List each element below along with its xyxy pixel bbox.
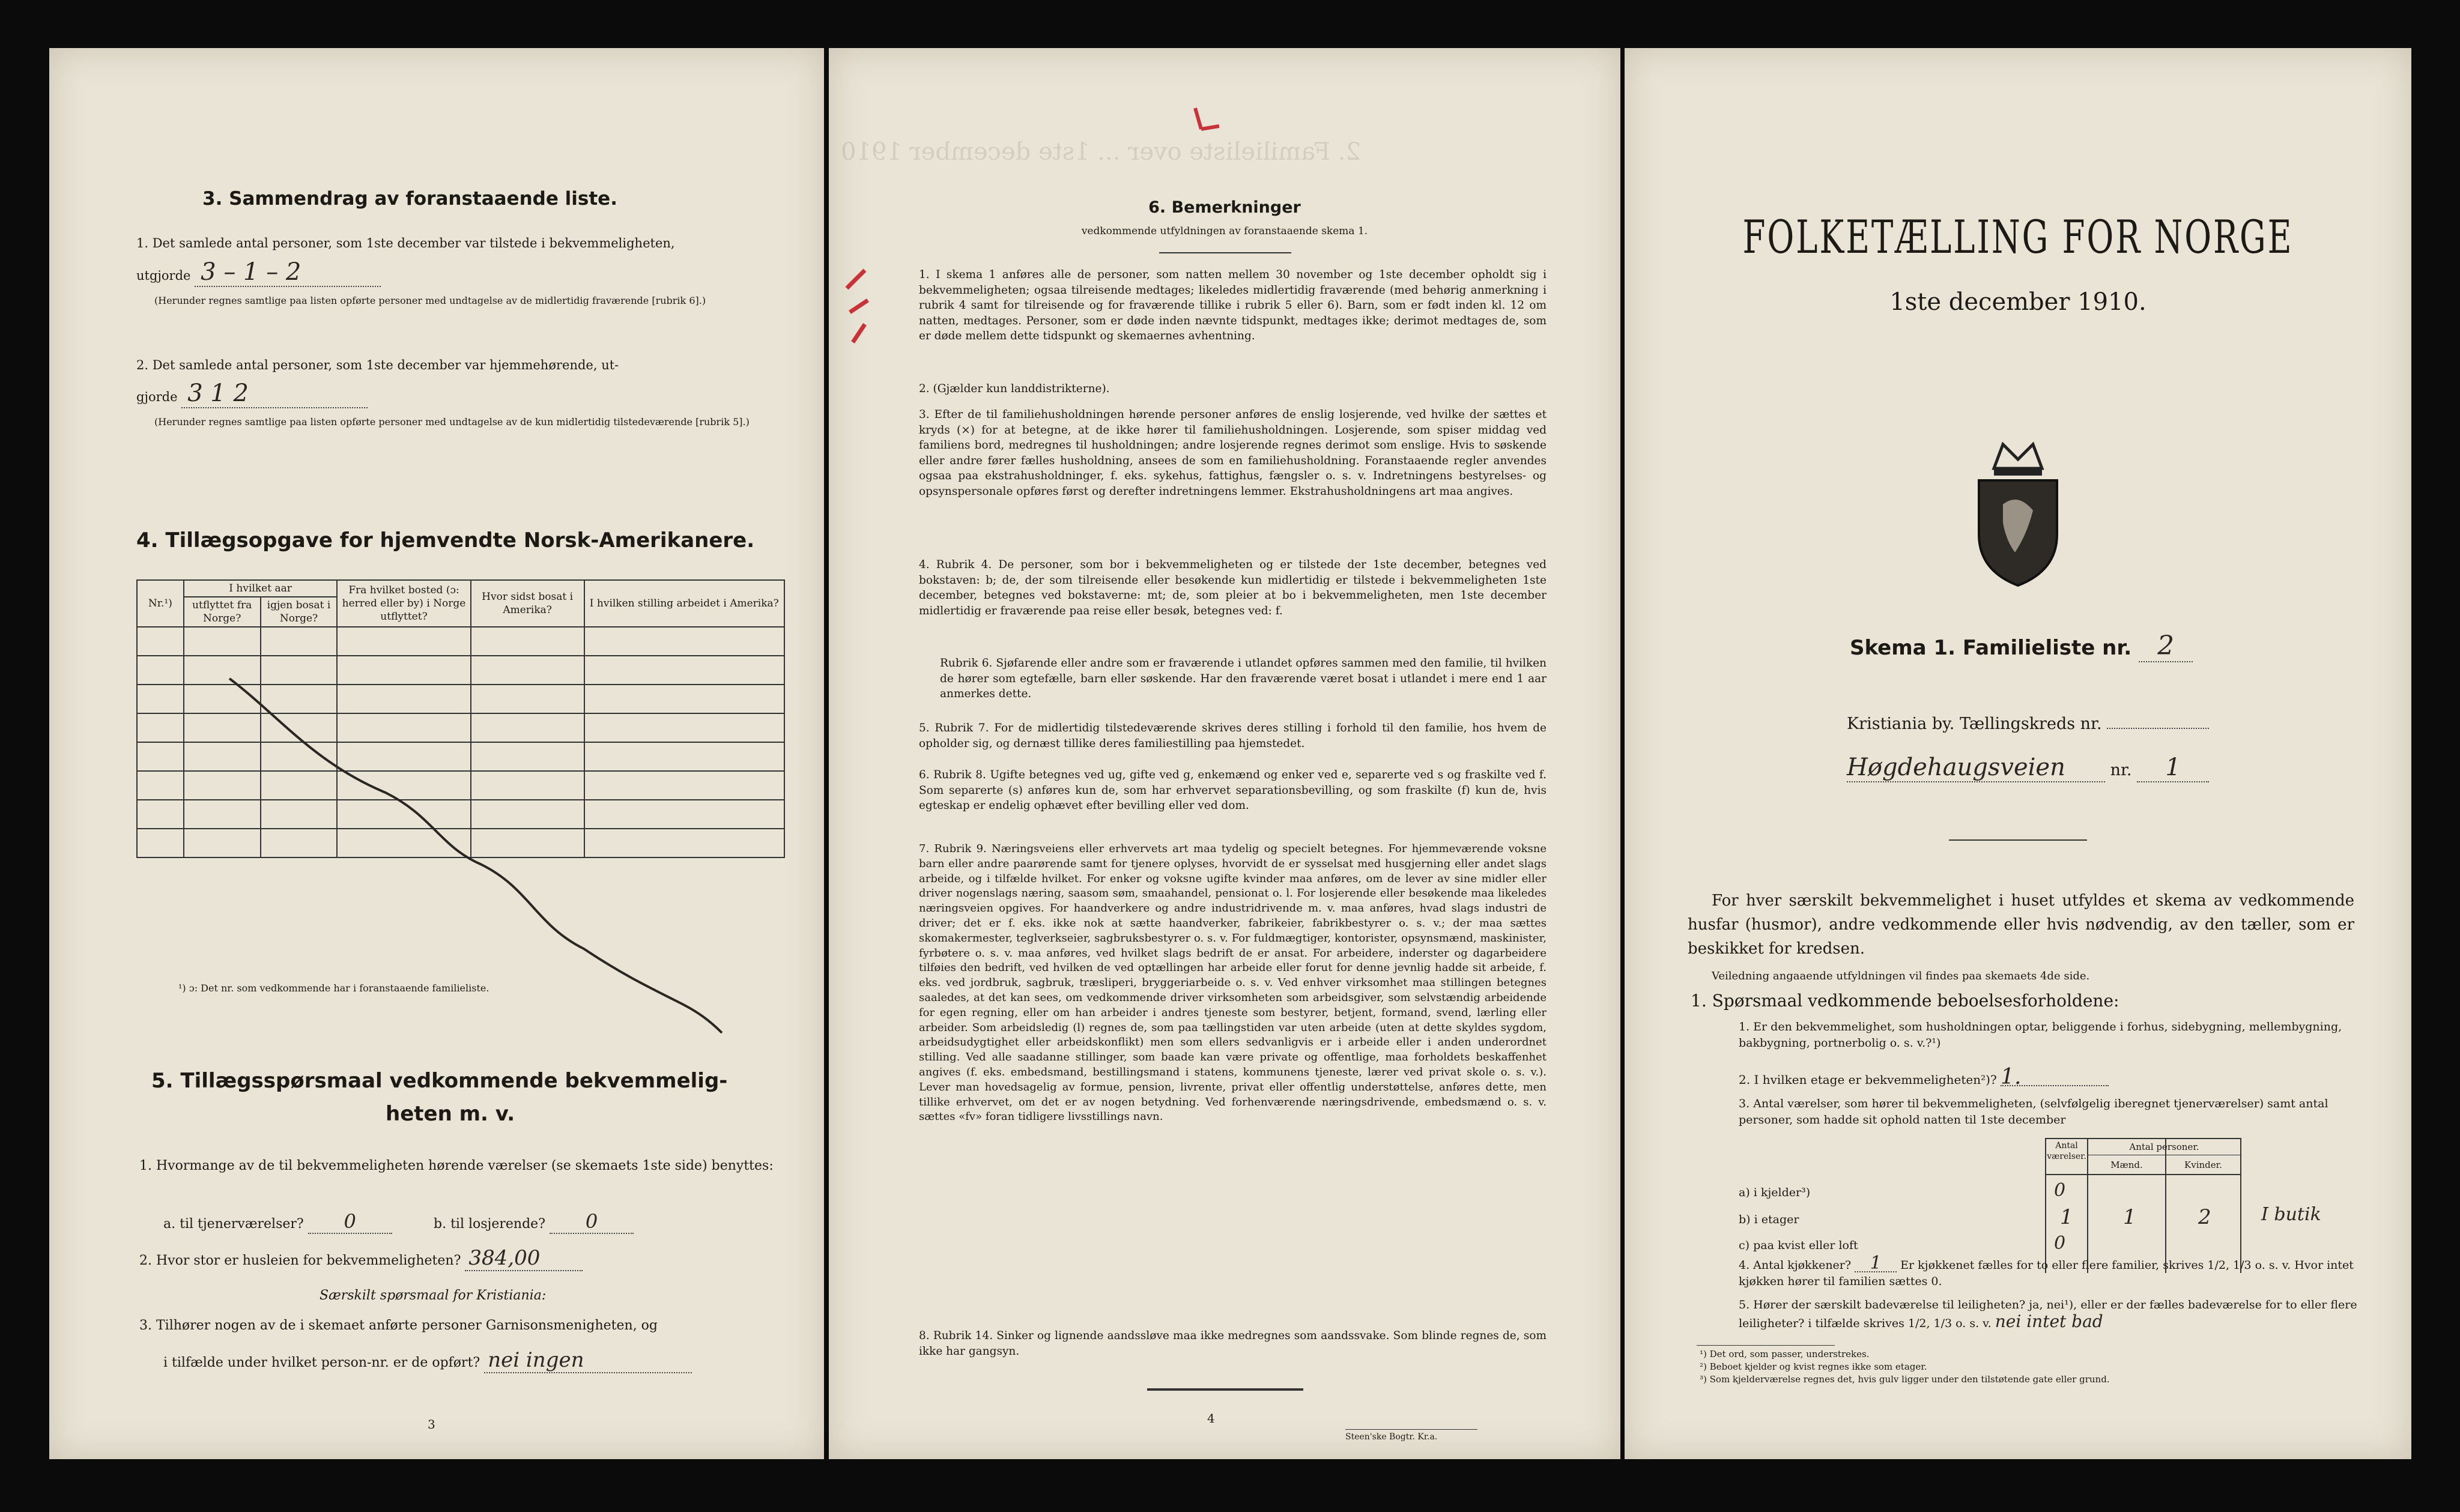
page-middle	[829, 48, 1620, 1459]
city-line: Kristiania by. Tællingskreds nr.	[1847, 715, 2102, 733]
rooms-persons-table	[1739, 1138, 2339, 1273]
q4-label: 4. Antal kjøkkener?	[1739, 1259, 1852, 1272]
col-group-year: I hvilket aar	[184, 580, 338, 597]
s3-q2-note: (Herunder regnes samtlige paa listen opførte personer med undtagelse av de kun midlertidig tilstedeværende [rubrik 5].)	[154, 416, 750, 428]
row-floors-label: b) i etager	[1739, 1213, 1799, 1226]
q4-value[interactable]: 1	[1855, 1255, 1897, 1272]
bemerkninger-title: 6. Bemerkninger	[1148, 198, 1301, 217]
page-left	[49, 48, 824, 1459]
remark-2: 2. (Gjælder kun landdistrikterne).	[919, 383, 1110, 395]
s5-q1a-value[interactable]: 0	[308, 1210, 392, 1234]
q2-label: 2. I hvilken etage er bekvemmeligheten²)?	[1739, 1072, 1997, 1087]
row-floors-rooms[interactable]: 1	[2060, 1205, 2073, 1229]
col-position: I hvilken stilling arbeidet i Amerika?	[584, 580, 784, 627]
s5-q1a-row	[163, 1210, 392, 1234]
s5-q3-row	[163, 1348, 692, 1373]
intro-text: For hver særskilt bekvemmelighet i huset utfyldes et skema av vedkommende husfar (husmor), andre vedkommende eller hvis nødvendig, av den tæller, som er beskikket for kredsen.	[1688, 892, 2354, 958]
section-5-title-2: heten m. v.	[386, 1102, 515, 1126]
s3-question-1: 1. Det samlede antal personer, som 1ste december var tilstede i bekvemmeligheten,	[136, 236, 675, 250]
s3-q1-label: utgjorde	[136, 268, 191, 283]
remark-6: 6. Rubrik 8. Ugifte betegnes ved ug, gifte ved g, enkemænd og enker ved e, separerte ved s og fraskilte ved f. Som separerte (s) anføres kun de, som har erhvervet separationsbevilling, og som fraskilte (f) kun de, hvis egteskap er endelig ophævet efter bevilling eller ved dom.	[919, 769, 1547, 812]
street-suffix: nr.	[2110, 761, 2132, 779]
s5-question-1: 1. Hvormange av de til bekvemmeligheten hørende værelser (se skemaets 1ste side) benyttes:	[139, 1158, 774, 1173]
page-number-3: 3	[428, 1417, 435, 1432]
col-from-place: Fra hvilket bosted (ɔ: herred eller by) i Norge utflyttet?	[337, 580, 470, 627]
census-title: FOLKETÆLLING FOR NORGE	[1742, 210, 2294, 264]
bemerkninger-subtitle: vedkommende utfyldningen av foranstaaende skema 1.	[1081, 225, 1368, 237]
col-persons: Antal personer.	[2129, 1142, 2199, 1152]
s4-footnote: ¹) ɔ: Det nr. som vedkommende har i foranstaaende familieliste.	[178, 982, 489, 994]
footnote-3: ³) Som kjelderværelse regnes det, hvis gulv ligger under den tilstøtende gate eller grund.	[1700, 1374, 2110, 1385]
page-right	[1625, 48, 2411, 1459]
q-section-title: 1. Spørsmaal vedkommende beboelsesforholdene:	[1691, 991, 2119, 1011]
q5-question: 5. Hører der særskilt badeværelse til leiligheten? ja, nei¹), eller er der fælles badeværelse for to eller flere leiligheter? i tilfælde skrives 1/2, 1/3 o. s. v.	[1739, 1298, 2357, 1330]
s5-q1b-value[interactable]: 0	[550, 1210, 634, 1234]
col-nr: Nr.¹)	[137, 580, 184, 627]
remark-7: 7. Rubrik 9. Næringsveiens eller erhvervets art maa tydelig og specielt betegnes. For hjemmeværende voksne barn eller andre paarørende samt for tjenere oplyses, hvorvidt de er sysselsat med husgjerning eller andet slags arbeide, og i tilfælde hvilket. For enker og voksne ugifte kvinder maa anføres, om de lever av sine midler eller driver nogenslags næring, saasom søm, smaahandel, pensionat o. l. For losjerende eller besøkende maa likeledes næringsveien opgives. For haandverkere og andre industridrivende m. v. maa anføres, hvad slags industri de driver; det er f. eks. ikke nok at sætte haandverker, fabrikeier, fabrikbestyrer o. s. v.; der maa sættes skomakermester, teglverkseier, sagbruksbestyrer o. s. v. For fuldmægtiger, kontorister, opsynsmænd, maskinister, fyrbøtere o. s. v. maa anføres, ved hvilket slags bedrift de er ansat. For arbeidere, inderster og dagarbeidere tilføies den bedrift, ved hvilken de ved optællingen har arbeide eller forut for denne jevnlig hadde sit arbeide, f. eks. ved jordbruk, sagbruk, træsliperi, bryggeriarbeide o. s. v. Ved enhver virksomhet maa stillingen betegnes saaledes, at det kan sees, om vedkommende driver virksomheten som arbeidsgiver, som selvstændig arbeidende for egen regning, eller om han arbeider i andres tjeneste som bestyrer, betjent, formand, svend, lærling eller arbeider. Som arbeidsledig (l) regnes de, som paa tællingstiden var uten arbeide (uten at dette skyldes sygdom, arbeidsudygtighet eller arbeidskonflikt) men som ellers sedvanligvis er i arbeide eller i anden underordnet stilling. Ved alle saadanne stillinger, som baade kan være private og offentlige, maa forholdets beskaffenhet angives (f. eks. embedsmand, bestillingsmand i statens, kommunens tjeneste, lærer ved privat skole o. s. v.). Lever man hovedsagelig av formue, pension, livrente, privat eller offentlig understøttelse, anføres dette, men tillike erhvervet, om det er av nogen betydning. Ved forhenværende næringsdrivende, embedsmænd o. s. v. sættes «fv» foran tidligere livsstillings navn.	[919, 842, 1547, 1123]
q2-row	[1739, 1065, 2357, 1089]
ornament-divider	[1949, 839, 2087, 841]
col-emigrated: utflyttet fra Norge?	[184, 597, 261, 627]
printer-credit: Steen'ske Bogtr. Kr.a.	[1345, 1432, 1438, 1442]
printer-rule	[1345, 1429, 1477, 1430]
q5-value[interactable]: nei intet bad	[1995, 1311, 2103, 1331]
s5-q2-row	[139, 1246, 583, 1271]
red-smudge	[841, 264, 871, 354]
s3-q2-value[interactable]: 3 1 2	[181, 380, 368, 408]
street-row	[1847, 754, 2209, 782]
remark-4: 4. Rubrik 4. De personer, som bor i bekvemmeligheten og er tilstede der 1ste december, betegnes ved bokstaven: b; de, der som tilreisende eller besøkende kun midlertidig er tilstede i bekvemmeligheten 1ste december, betegnes ved bokstaverne: mt; de, som pleier at bo i bekvemmeligheten, men 1ste december midlertidig er fraværende paa reise eller besøk, betegnes ved: f.	[919, 558, 1547, 617]
row-attic-rooms[interactable]: 0	[2054, 1233, 2066, 1254]
census-date: 1ste december 1910.	[1889, 288, 2146, 316]
section-5-title-1: 5. Tillægsspørsmaal vedkommende bekvemmelig-	[151, 1069, 728, 1093]
col-women: Kvinder.	[2184, 1160, 2222, 1170]
intro-note: Veiledning angaaende utfyldningen vil findes paa skemaets 4de side.	[1712, 970, 2090, 982]
cancel-stroke	[49, 48, 824, 1039]
bottom-divider	[1147, 1388, 1303, 1391]
section-4-title: 4. Tillægsopgave for hjemvendte Norsk-Amerikanere.	[136, 528, 755, 552]
footnotes	[1700, 1348, 2110, 1386]
street-number[interactable]: 1	[2137, 754, 2209, 782]
q4-row	[1739, 1255, 2357, 1290]
q1-text: 1. Er den bekvemmelighet, som husholdningen optar, beliggende i forhus, sidebygning, mellembygning, bakbygning, portnerbolig o. s. v.?¹)	[1739, 1020, 2342, 1050]
row-floors-men[interactable]: 1	[2123, 1205, 2136, 1229]
section-3-title: 3. Sammendrag av foranstaaende liste.	[202, 188, 617, 210]
s5-q3-line1: 3. Tilhører nogen av de i skemaet anførte personer Garnisonsmenigheten, og	[139, 1318, 658, 1333]
col-rooms: Antal værelser.	[2047, 1141, 2086, 1161]
s3-q1-value[interactable]: 3 – 1 – 2	[195, 258, 381, 287]
shop-side-note: I butik	[2261, 1204, 2321, 1225]
divider	[1159, 252, 1291, 253]
remark-8: 8. Rubrik 14. Sinker og lignende aandssløve maa ikke medregnes som aandssvake. Som blinde regnes de, som ikke har gangsyn.	[919, 1329, 1547, 1358]
remark-5: 5. Rubrik 7. For de midlertidig tilstedeværende skrives deres stilling i forhold til den familie, hos hvem de opholder sig, og dernæst tillike deres familiestilling paa hjemstedet.	[919, 722, 1547, 750]
s5-special-heading: Særskilt spørsmaal for Kristiania:	[320, 1288, 547, 1303]
red-mark	[1189, 102, 1225, 138]
street-name[interactable]: Høgdehaugsveien	[1847, 754, 2105, 782]
q4-rest: Er kjøkkenet fælles for to eller flere familier, skrives 1/2, 1/3 o. s. v. Hvor intet kjøkken hører til familien sættes 0.	[1739, 1259, 2354, 1288]
s5-q1a-label: a. til tjenerværelser?	[163, 1217, 304, 1232]
s5-q1b-label: b. til losjerende?	[434, 1217, 545, 1232]
col-returned: igjen bosat i Norge?	[261, 597, 338, 627]
remark-rubrik-6: Rubrik 6. Sjøfarende eller andre som er fraværende i utlandet opføres sammen med den familie, til hvilken de hører som egtefælle, barn eller søskende. Har den fraværende været bosat i utlandet i mere end 1 aar anmerkes dette.	[940, 657, 1547, 700]
row-cellar-rooms[interactable]: 0	[2054, 1180, 2066, 1201]
q2-value[interactable]: 1.	[2001, 1069, 2109, 1086]
row-cellar-label: a) i kjelder³)	[1739, 1186, 1811, 1199]
footnote-2: ²) Beboet kjelder og kvist regnes ikke som etager.	[1700, 1361, 1927, 1372]
remark-1: 1. I skema 1 anføres alle de personer, som natten mellem 30 november og 1ste december opholdt sig i bekvemmeligheten; ogsaa tilreisende medtages; likeledes midlertidig fraværende (med behørig anmerkning i rubrik 4 samt for tilreisende og for fraværende tillike i rubrik 5 eller 6). Barn, som er født inden kl. 12 om natten, medtages. Personer, som er døde inden nævnte tidspunkt, medtages ikke; derimot medtages de, som er døde mellem dette tidspunkt og skemaernes avhentning.	[919, 268, 1547, 342]
schema-label: Skema 1. Familieliste nr.	[1850, 636, 2132, 660]
bleed-through-header: 2. Familieliste over ... 1ste december 1910	[841, 138, 1361, 166]
row-attic-label: c) paa kvist eller loft	[1739, 1239, 1858, 1252]
q3-text: 3. Antal værelser, som hører til bekvemmeligheten, (selvfølgelig iberegnet tjenerværelser) samt antal personer, som hadde sit ophold natten til 1ste december	[1739, 1097, 2328, 1126]
s3-q2-label: gjorde	[136, 390, 178, 404]
s5-q3-label: i tilfælde under hvilket person-nr. er de opført?	[163, 1355, 480, 1370]
s3-question-2: 2. Det samlede antal personer, som 1ste december var hjemmehørende, ut-	[136, 358, 619, 372]
s5-q2-value[interactable]: 384,00	[465, 1246, 583, 1271]
q5-text	[1739, 1297, 2357, 1332]
page-number-4: 4	[1207, 1411, 1215, 1426]
city-row	[1847, 715, 2209, 733]
s3-q1-note: (Herunder regnes samtlige paa listen opførte personer med undtagelse av de midlertidig fraværende [rubrik 6].)	[154, 295, 706, 306]
col-last-residence: Hvor sidst bosat i Amerika?	[471, 580, 584, 627]
coat-of-arms-icon	[1961, 432, 2075, 588]
familieliste-number[interactable]: 2	[2139, 631, 2193, 662]
footnote-1: ¹) Det ord, som passer, understrekes.	[1700, 1349, 1870, 1359]
row-floors-women[interactable]: 2	[2198, 1205, 2211, 1229]
s5-q3-value[interactable]: nei ingen	[484, 1348, 692, 1373]
remark-3: 3. Efter de til familiehusholdningen hørende personer anføres de enslig losjerende, ved hvilke der sættes et kryds (×) for at betegne, at de ikke hører til familiehusholdningen. Losjerende, som spiser middag ved familiens bord, medregnes til husholdningen; andre losjerende regnes derimot som enslige. Hvis to søskende eller andre fører fælles husholdning, ansees de som en familiehusholdning. Foranstaaende regler anvendes ogsaa paa ekstrahusholdninger, f. eks. sykehus, fattighus, fængsler o. s. v. Indretningens bestyrelses- og opsynspersonale opføres først og derefter indretningens lemmer. Ekstrahusholdningens art maa angives.	[919, 408, 1547, 498]
col-men: Mænd.	[2110, 1160, 2143, 1170]
schema-row	[1850, 631, 2193, 662]
footnote-rule	[1697, 1345, 1835, 1346]
s5-q2-label: 2. Hvor stor er husleien for bekvemmeligheten?	[139, 1253, 461, 1268]
s5-q1b-row	[434, 1210, 634, 1234]
